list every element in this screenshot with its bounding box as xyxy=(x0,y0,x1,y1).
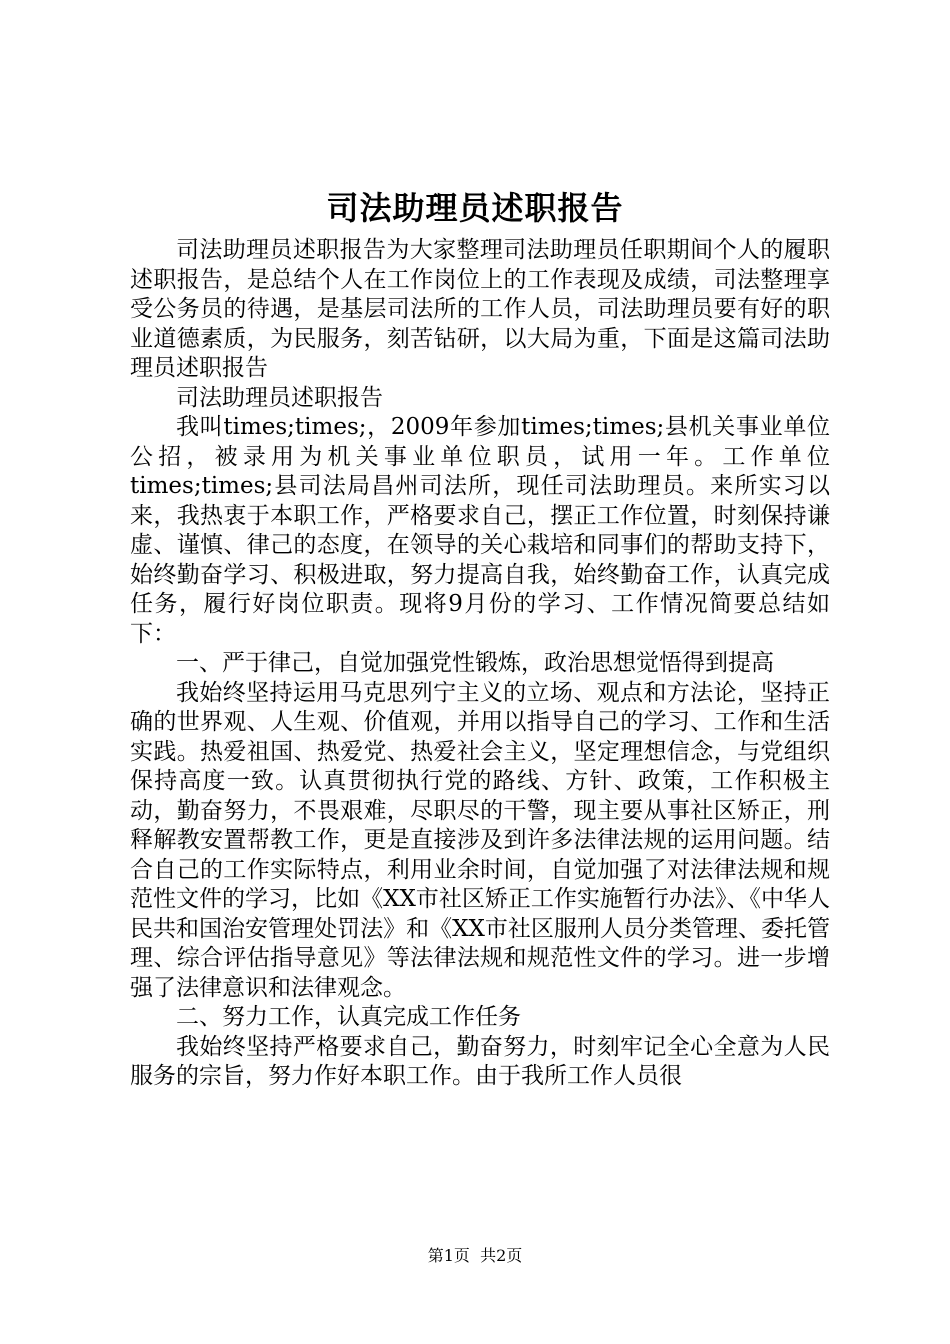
body-paragraph-self-introduction: 我叫times;times;，2009年参加times;times;县机关事业单位公招，被录用为机关事业单位职员，试用一年。工作单位times;times;县司法局昌州司法所，现任司法助理员。来所实习以来，我热衷于本职工作，严格要求自己，摆正工作位置，时刻保持谦虚、谨慎、律己的态度，在领导的关心栽培和同事们的帮助支持下，始终勤奋学习、积极进取，努力提高自我，始终勤奋工作，认真完成任务，履行好岗位职责。现将9月份的学习、工作情况简要总结如下： xyxy=(130,414,830,647)
document-title: 司法助理员述职报告 xyxy=(326,189,624,227)
section-heading-one: 一、严于律己，自觉加强党性锻炼，政治思想觉悟得到提高 xyxy=(176,650,774,676)
intro-paragraph: 司法助理员述职报告为大家整理司法助理员任职期间个人的履职述职报告，是总结个人在工作岗位上的工作表现及成绩，司法整理享受公务员的待遇，是基层司法所的工作人员，司法助理员要有好的职业道德素质，为民服务，刻苦钻研，以大局为重，下面是这篇司法助理员述职报告 xyxy=(130,237,830,381)
body-paragraph-section-two: 我始终坚持严格要求自己，勤奋努力，时刻牢记全心全意为人民服务的宗旨，努力作好本职工作。由于我所工作人员很 xyxy=(130,1033,830,1089)
page-footer xyxy=(0,1245,950,1267)
subtitle-paragraph: 司法助理员述职报告 xyxy=(176,384,383,411)
page-total: 共2页 xyxy=(480,1246,523,1265)
page-number: 第1页 xyxy=(427,1246,470,1265)
body-paragraph-section-one: 我始终坚持运用马克思列宁主义的立场、观点和方法论，坚持正确的世界观、人生观、价值观，并用以指导自己的学习、工作和生活实践。热爱祖国、热爱党、热爱社会主义，坚定理想信念，与党组织保持高度一致。认真贯彻执行党的路线、方针、政策，工作积极主动，勤奋努力，不畏艰难，尽职尽的干警，现主要从事社区矫正，刑释解教安置帮教工作，更是直接涉及到许多法律法规的运用问题。结合自己的工作实际特点，利用业余时间，自觉加强了对法律法规和规范性文件的学习，比如《XX市社区矫正工作实施暂行办法》、《中华人民共和国治安管理处罚法》和《XX市社区服刑人员分类管理、委托管理、综合评估指导意见》等法律法规和规范性文件的学习。进一步增强了法律意识和法律观念。 xyxy=(130,679,830,1001)
section-heading-two: 二、努力工作，认真完成工作任务 xyxy=(176,1004,521,1030)
document-body xyxy=(130,236,830,1092)
